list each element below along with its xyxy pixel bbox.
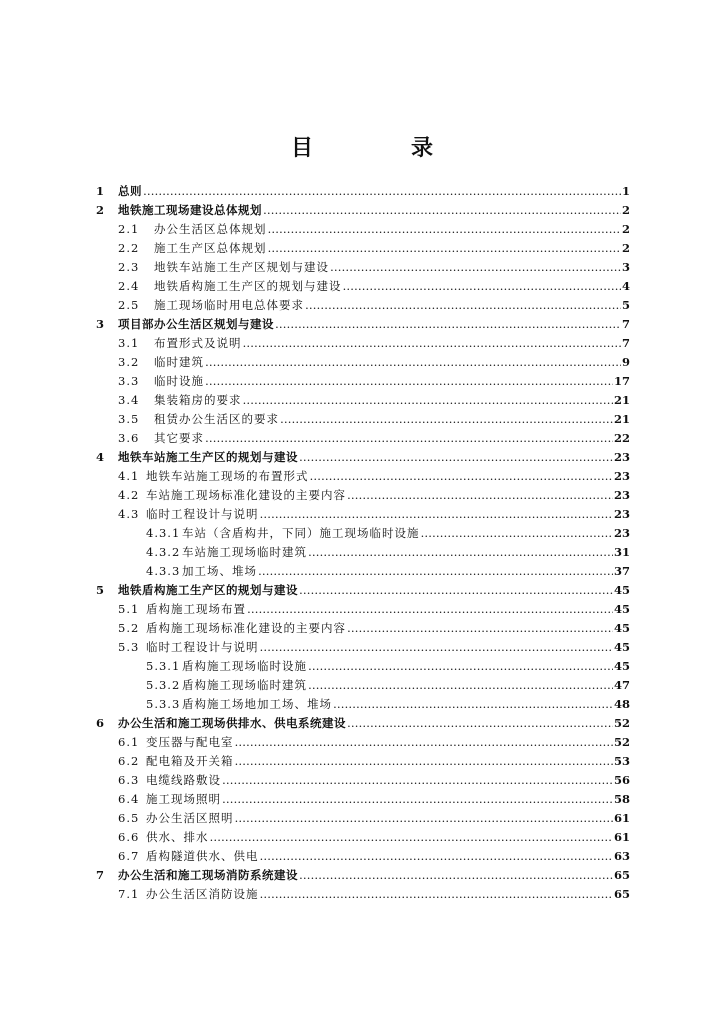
toc-entry-page: 23	[613, 526, 630, 540]
toc-entry[interactable]	[96, 579, 630, 597]
toc-entry-number: 5.2	[118, 621, 140, 635]
toc-entry[interactable]	[146, 560, 630, 578]
toc-entry-title: 其它要求	[154, 431, 204, 445]
toc-entry-number: 6.4	[118, 792, 140, 806]
toc-entry-title: 盾构施工现场临时设施	[182, 659, 307, 673]
toc-entry-page: 7	[621, 336, 630, 350]
toc-entry-page: 21	[613, 412, 630, 426]
toc-dot-leader	[243, 393, 613, 407]
toc-dot-leader	[222, 792, 613, 806]
toc-entry-number: 2.3	[118, 260, 140, 274]
toc-entry-page: 52	[613, 716, 630, 730]
toc-entry-title: 集装箱房的要求	[154, 393, 242, 407]
toc-dot-leader	[310, 469, 613, 483]
toc-entry-page: 53	[613, 754, 630, 768]
toc-entry-title: 租赁办公生活区的要求	[154, 412, 279, 426]
toc-entry-number: 4.3	[118, 507, 140, 521]
toc-entry-page: 2	[621, 203, 630, 217]
toc-entry-title: 临时建筑	[154, 355, 204, 369]
page-title: 目 录	[290, 135, 471, 161]
toc-entry-number: 4.2	[118, 488, 140, 502]
toc-dot-leader	[260, 887, 613, 901]
toc-entry-number: 2.4	[118, 279, 140, 293]
toc-dot-leader	[268, 241, 621, 255]
toc-entry-title: 施工现场临时用电总体要求	[154, 298, 304, 312]
toc-entry-page: 45	[613, 640, 630, 654]
toc-dot-leader	[263, 203, 621, 217]
toc-entry-page: 48	[613, 697, 630, 711]
toc-entry-page: 52	[613, 735, 630, 749]
toc-entry[interactable]	[96, 180, 630, 198]
toc-dot-leader	[343, 279, 621, 293]
toc-entry-page: 7	[621, 317, 630, 331]
toc-entry-page: 47	[613, 678, 630, 692]
toc-entry[interactable]	[118, 237, 630, 255]
toc-entry[interactable]	[96, 313, 630, 331]
toc-dot-leader	[205, 374, 613, 388]
toc-dot-leader	[308, 659, 613, 673]
toc-entry[interactable]	[118, 503, 630, 521]
toc-entry-page: 3	[621, 260, 630, 274]
toc-entry-page: 45	[613, 621, 630, 635]
toc-entry[interactable]	[118, 845, 630, 863]
toc-entry-page: 45	[613, 602, 630, 616]
toc-dot-leader	[235, 811, 613, 825]
toc-entry[interactable]	[118, 294, 630, 312]
toc-entry[interactable]	[118, 484, 630, 502]
toc-entry-title: 车站施工现场标准化建设的主要内容	[146, 488, 346, 502]
toc-entry-number: 4	[96, 450, 105, 464]
toc-entry-title: 布置形式及说明	[154, 336, 242, 350]
toc-entry[interactable]	[118, 636, 630, 654]
toc-entry-page: 4	[621, 279, 630, 293]
toc-entry-title: 项目部办公生活区规划与建设	[118, 317, 274, 331]
toc-entry-page: 63	[613, 849, 630, 863]
toc-entry-title: 总则	[118, 184, 142, 198]
toc-dot-leader	[205, 431, 613, 445]
toc-entry-title: 地铁车站施工生产区的规划与建设	[118, 450, 298, 464]
toc-entry-title: 地铁盾构施工生产区的规划与建设	[118, 583, 298, 597]
toc-entry-number: 2	[96, 203, 105, 217]
toc-entry-number: 4.3.1	[146, 526, 181, 540]
toc-entry-page: 58	[613, 792, 630, 806]
toc-dot-leader	[299, 868, 613, 882]
toc-entry-page: 45	[613, 659, 630, 673]
toc-entry-page: 9	[621, 355, 630, 369]
toc-entry-number: 3.5	[118, 412, 140, 426]
toc-entry-title: 临时设施	[154, 374, 204, 388]
toc-dot-leader	[305, 298, 621, 312]
toc-entry-number: 3.3	[118, 374, 140, 388]
toc-entry-page: 37	[613, 564, 630, 578]
toc-entry[interactable]	[118, 256, 630, 274]
toc-entry-title: 配电箱及开关箱	[146, 754, 234, 768]
toc-entry[interactable]	[118, 389, 630, 407]
toc-entry-number: 4.3.3	[146, 564, 181, 578]
toc-dot-leader	[308, 545, 613, 559]
toc-entry-title: 临时工程设计与说明	[146, 640, 259, 654]
toc-entry-number: 6.1	[118, 735, 140, 749]
toc-dot-leader	[205, 355, 621, 369]
toc-entry-title: 盾构施工现场临时建筑	[182, 678, 307, 692]
toc-entry-title: 盾构施工场地加工场、堆场	[182, 697, 332, 711]
toc-dot-leader	[210, 830, 613, 844]
toc-entry[interactable]	[118, 750, 630, 768]
toc-entry-number: 2.1	[118, 222, 140, 236]
toc-entry-number: 6.7	[118, 849, 140, 863]
toc-entry-number: 6.3	[118, 773, 140, 787]
toc-entry-number: 3.2	[118, 355, 140, 369]
toc-entry-number: 3.6	[118, 431, 140, 445]
toc-entry-number: 2.2	[118, 241, 140, 255]
toc-entry-number: 7.1	[118, 887, 140, 901]
toc-entry-page: 5	[621, 298, 630, 312]
toc-entry-number: 6	[96, 716, 105, 730]
toc-dot-leader	[347, 716, 613, 730]
toc-dot-leader	[347, 488, 613, 502]
toc-entry[interactable]	[118, 883, 630, 901]
toc-entry-page: 21	[613, 393, 630, 407]
toc-entry-number: 3.1	[118, 336, 140, 350]
toc-entry-page: 65	[613, 887, 630, 901]
toc-dot-leader	[222, 773, 613, 787]
toc-entry-page: 22	[613, 431, 630, 445]
toc-entry-title: 办公生活区消防设施	[146, 887, 259, 901]
toc-entry[interactable]	[118, 598, 630, 616]
toc-entry-page: 23	[613, 469, 630, 483]
toc-entry-title: 加工场、堆场	[182, 564, 257, 578]
toc-entry-title: 变压器与配电室	[146, 735, 234, 749]
toc-entry-page: 65	[613, 868, 630, 882]
toc-entry-number: 5.3.3	[146, 697, 181, 711]
toc-entry-title: 施工现场照明	[146, 792, 221, 806]
toc-entry-page: 17	[613, 374, 630, 388]
toc-entry[interactable]	[96, 199, 630, 217]
toc-entry-number: 5.3	[118, 640, 140, 654]
toc-dot-leader	[235, 754, 613, 768]
toc-entry-title: 办公生活区照明	[146, 811, 234, 825]
toc-entry-page: 23	[613, 488, 630, 502]
toc-entry[interactable]	[118, 275, 630, 293]
toc-entry[interactable]	[146, 674, 630, 692]
toc-entry-title: 地铁车站施工现场的布置形式	[146, 469, 309, 483]
toc-entry-title: 办公生活和施工现场供排水、供电系统建设	[118, 716, 346, 730]
toc-entry[interactable]	[118, 807, 630, 825]
toc-entry-title: 盾构施工现场布置	[146, 602, 246, 616]
toc-entry-page: 61	[613, 811, 630, 825]
toc-entry-title: 车站施工现场临时建筑	[182, 545, 307, 559]
toc-entry-title: 地铁车站施工生产区规划与建设	[154, 260, 329, 274]
toc-entry[interactable]	[118, 465, 630, 483]
toc-entry-number: 7	[96, 868, 105, 882]
toc-entry-page: 45	[613, 583, 630, 597]
toc-entry-number: 3.4	[118, 393, 140, 407]
toc-dot-leader	[260, 507, 613, 521]
toc-dot-leader	[299, 583, 613, 597]
toc-entry-number: 4.1	[118, 469, 140, 483]
toc-entry[interactable]	[118, 427, 630, 445]
toc-entry[interactable]	[146, 655, 630, 673]
toc-dot-leader	[347, 621, 613, 635]
toc-dot-leader	[280, 412, 613, 426]
toc-entry-title: 供水、排水	[146, 830, 209, 844]
toc-entry-number: 6.2	[118, 754, 140, 768]
toc-dot-leader	[330, 260, 621, 274]
toc-entry[interactable]	[146, 522, 630, 540]
toc-entry-number: 5	[96, 583, 105, 597]
toc-entry-title: 临时工程设计与说明	[146, 507, 259, 521]
toc-dot-leader	[258, 564, 613, 578]
toc-entry-page: 23	[613, 450, 630, 464]
toc-entry[interactable]	[118, 370, 630, 388]
toc-dot-leader	[260, 849, 613, 863]
toc-dot-leader	[333, 697, 613, 711]
toc-entry[interactable]	[118, 826, 630, 844]
toc-dot-leader	[143, 184, 621, 198]
toc-entry-title: 施工生产区总体规划	[154, 241, 267, 255]
toc-entry[interactable]	[118, 408, 630, 426]
toc-entry-page: 2	[621, 222, 630, 236]
toc-entry-title: 地铁施工现场建设总体规划	[118, 203, 262, 217]
toc-entry-number: 6.5	[118, 811, 140, 825]
toc-entry-number: 3	[96, 317, 105, 331]
toc-dot-leader	[260, 640, 613, 654]
toc-entry[interactable]	[146, 541, 630, 559]
toc-entry-number: 2.5	[118, 298, 140, 312]
toc-entry-title: 盾构施工现场标准化建设的主要内容	[146, 621, 346, 635]
toc-entry-title: 电缆线路敷设	[146, 773, 221, 787]
toc-entry-number: 5.3.1	[146, 659, 181, 673]
toc-entry[interactable]	[96, 712, 630, 730]
toc-entry-title: 办公生活区总体规划	[154, 222, 267, 236]
toc-entry[interactable]	[96, 446, 630, 464]
toc-entry[interactable]	[96, 864, 630, 882]
toc-dot-leader	[421, 526, 613, 540]
toc-entry[interactable]	[118, 769, 630, 787]
toc-entry-title: 办公生活和施工现场消防系统建设	[118, 868, 298, 882]
toc-dot-leader	[235, 735, 613, 749]
toc-entry-page: 2	[621, 241, 630, 255]
toc-entry-number: 6.6	[118, 830, 140, 844]
toc-entry-number: 5.1	[118, 602, 140, 616]
toc-entry[interactable]	[118, 218, 630, 236]
toc-entry[interactable]	[118, 788, 630, 806]
toc-dot-leader	[299, 450, 613, 464]
toc-entry-number: 1	[96, 184, 105, 198]
toc-entry[interactable]	[118, 731, 630, 749]
toc-entry-title: 地铁盾构施工生产区的规划与建设	[154, 279, 342, 293]
toc-entry-page: 61	[613, 830, 630, 844]
toc-entry[interactable]	[118, 617, 630, 635]
toc-dot-leader	[268, 222, 621, 236]
toc-entry-page: 1	[621, 184, 630, 198]
toc-entry-title: 车站（含盾构井，下同）施工现场临时设施	[182, 526, 420, 540]
toc-entry-title: 盾构隧道供水、供电	[146, 849, 259, 863]
toc-entry[interactable]	[118, 351, 630, 369]
toc-dot-leader	[308, 678, 613, 692]
toc-entry[interactable]	[118, 332, 630, 350]
toc-entry-number: 5.3.2	[146, 678, 181, 692]
toc-dot-leader	[243, 336, 621, 350]
toc-entry-page: 23	[613, 507, 630, 521]
toc-entry-page: 56	[613, 773, 630, 787]
toc-entry-page: 31	[613, 545, 630, 559]
toc-entry[interactable]	[146, 693, 630, 711]
toc-dot-leader	[247, 602, 613, 616]
toc-entry-number: 4.3.2	[146, 545, 181, 559]
toc-dot-leader	[275, 317, 621, 331]
